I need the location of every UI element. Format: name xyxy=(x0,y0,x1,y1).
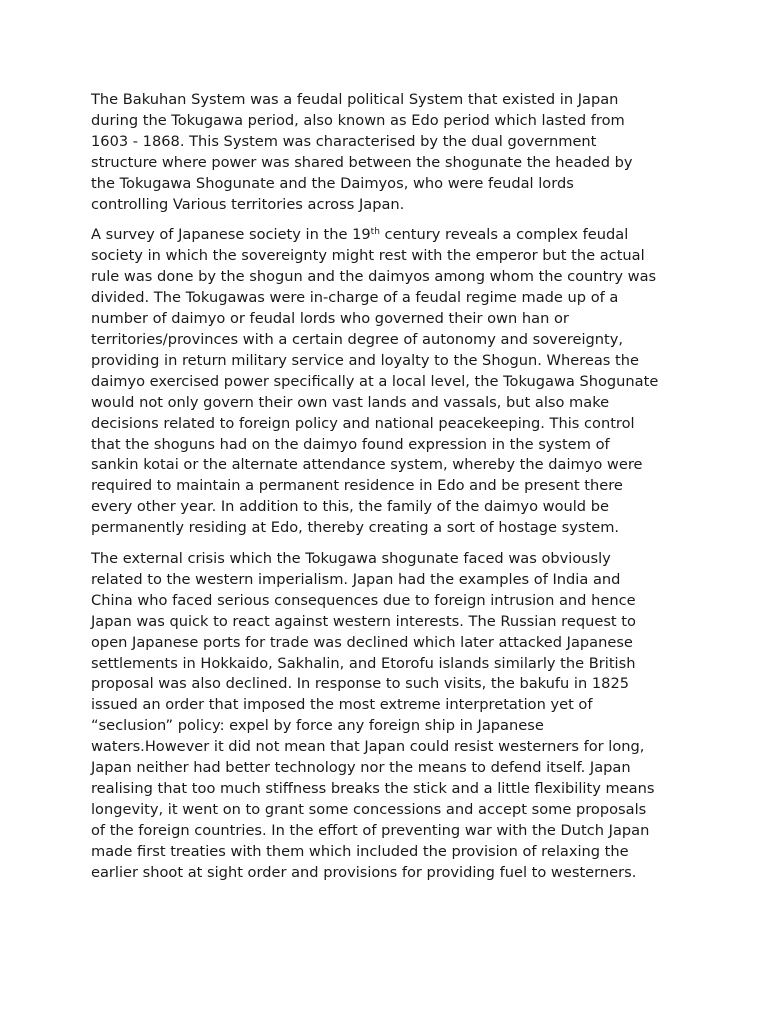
text-line: decisions related to foreign policy and national peacekeeping. This control xyxy=(91,414,635,432)
text-line: “seclusion” policy: expel by force any foreign ship in Japanese xyxy=(91,717,544,735)
text-line: waters.However it did not mean that Japan could resist westerners for long, xyxy=(91,738,645,756)
text-line: divided. The Tokugawas were in-charge of a feudal regime made up of a xyxy=(91,289,619,307)
text-line: society in which the sovereignty might rest with the emperor but the actual xyxy=(91,247,645,265)
text-line: 1603 - 1868. This System was characterised by the dual government xyxy=(91,132,597,150)
superscript-ordinal: th xyxy=(370,227,380,238)
text-line: Japan neither had better technology nor the means to defend itself. Japan xyxy=(91,759,631,777)
text-line: number of daimyo or feudal lords who governed their own han or xyxy=(91,310,569,328)
text-line: The external crisis which the Tokugawa shogunate faced was obviously xyxy=(91,550,611,568)
text-line: earlier shoot at sight order and provisions for providing fuel to westerners. xyxy=(91,863,637,881)
text-line: structure where power was shared between the shogunate the headed by xyxy=(91,153,633,171)
text-line: providing in return military service and loyalty to the Shogun. Whereas the xyxy=(91,351,639,369)
text-line: related to the western imperialism. Japan had the examples of India and xyxy=(91,570,621,588)
text-line: that the shoguns had on the daimyo found expression in the system of xyxy=(91,435,610,453)
text-fragment: century reveals a complex feudal xyxy=(379,226,629,244)
text-line: open Japanese ports for trade was declined which later attacked Japanese xyxy=(91,633,633,651)
text-fragment: A survey of Japanese society in the 19 xyxy=(91,226,371,244)
text-line: The Bakuhan System was a feudal political System that existed in Japan xyxy=(91,91,619,108)
document-page xyxy=(91,90,681,894)
text-line: would not only govern their own vast lands and vassals, but also make xyxy=(91,393,610,411)
text-line: proposal was also declined. In response to such visits, the bakufu in 1825 xyxy=(91,675,630,693)
text-line: during the Tokugawa period, also known as Edo period which lasted from xyxy=(91,111,625,129)
text-line: territories/provinces with a certain degree of autonomy and sovereignty, xyxy=(91,330,624,348)
text-line: China who faced serious consequences due to foreign intrusion and hence xyxy=(91,591,636,609)
text-line: sankin kotai or the alternate attendance system, whereby the daimyo were xyxy=(91,456,643,474)
text-line: longevity, it went on to grant some concessions and accept some proposals xyxy=(91,800,647,818)
text-line: issued an order that imposed the most extreme interpretation yet of xyxy=(91,696,593,714)
text-line: required to maintain a permanent residence in Edo and be present there xyxy=(91,477,623,495)
paragraph-japanese-society xyxy=(91,225,681,539)
text-line: Japan was quick to react against western interests. The Russian request to xyxy=(91,612,636,630)
text-line: realising that too much stiffness breaks the stick and a little flexibility means xyxy=(91,780,655,797)
text-line: rule was done by the shogun and the daimyos among whom the country was xyxy=(91,268,657,286)
paragraph-external-crisis xyxy=(91,549,681,884)
text-line: made first treaties with them which included the provision of relaxing the xyxy=(91,842,629,860)
text-line: controlling Various territories across Japan. xyxy=(91,195,405,213)
paragraph-bakuhan-system xyxy=(91,90,681,215)
text-line: the Tokugawa Shogunate and the Daimyos, who were feudal lords xyxy=(91,174,574,192)
text-line: permanently residing at Edo, thereby creating a sort of hostage system. xyxy=(91,519,620,537)
text-line: settlements in Hokkaido, Sakhalin, and Etorofu islands similarly the British xyxy=(91,654,636,672)
text-line: every other year. In addition to this, the family of the daimyo would be xyxy=(91,498,609,516)
text-line xyxy=(91,225,681,246)
text-line: of the foreign countries. In the effort of preventing war with the Dutch Japan xyxy=(91,821,650,839)
text-line: daimyo exercised power specifically at a local level, the Tokugawa Shogunate xyxy=(91,372,659,390)
